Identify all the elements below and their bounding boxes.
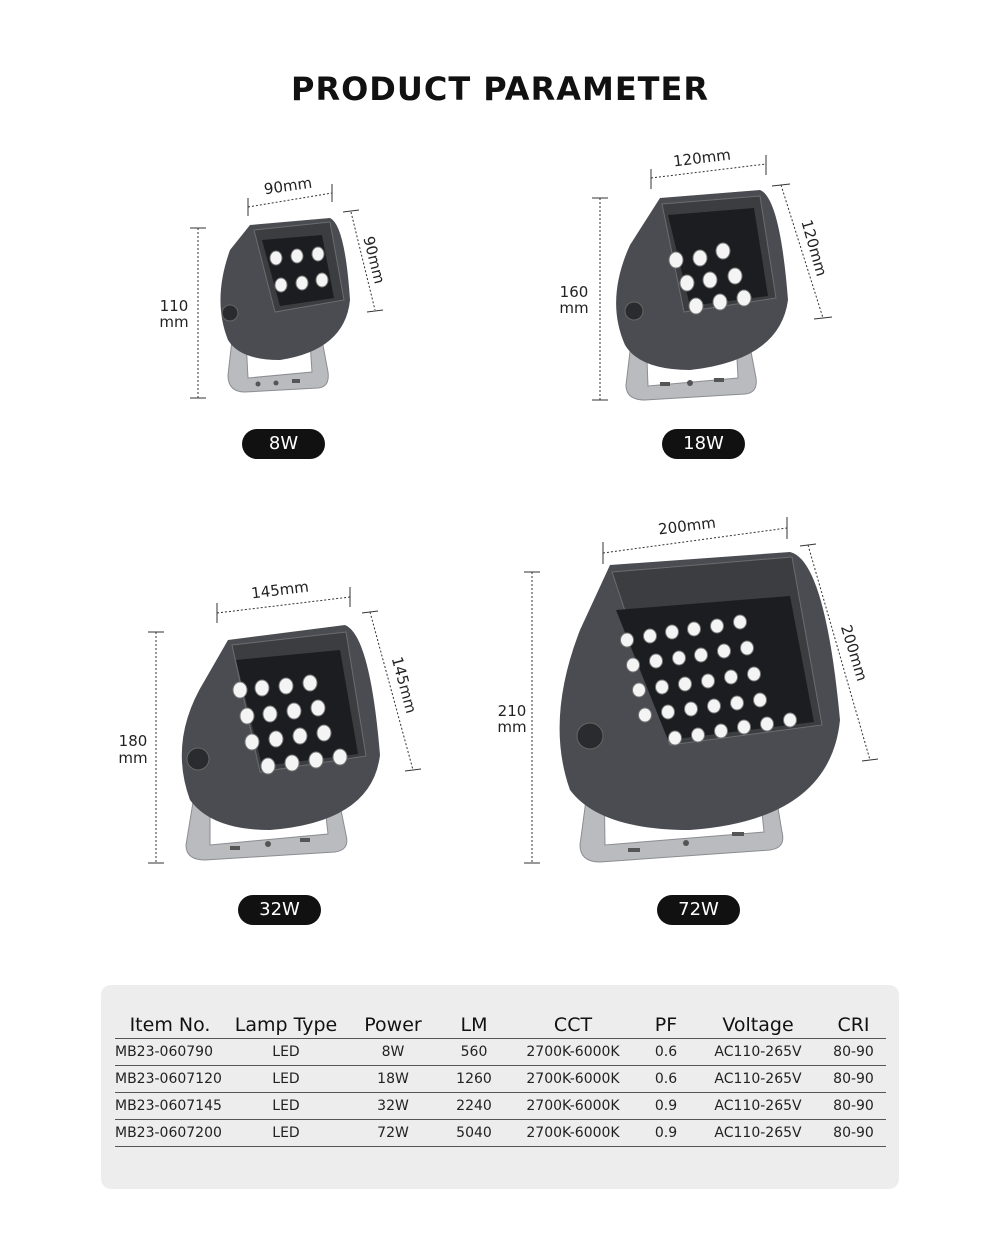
width-dimension-label: 145mm [250,577,310,603]
power-badge: 18W [662,429,745,459]
width-dimension-label: 90mm [262,173,314,199]
height-dimension-unit: mm [118,749,148,767]
cell-item-no: MB23-0607200 [115,1120,225,1147]
table-header-row [115,1011,886,1039]
cell-cri: 80-90 [821,1093,886,1120]
cell-item-no: MB23-0607120 [115,1066,225,1093]
table-row [115,1066,886,1093]
cell-lamp-type: LED [225,1120,347,1147]
column-header-cri: CRI [821,1011,886,1039]
table-row [115,1039,886,1066]
column-header-voltage: Voltage [695,1011,821,1039]
cell-power: 18W [347,1066,439,1093]
cell-lm: 5040 [439,1120,509,1147]
cell-lamp-type: LED [225,1066,347,1093]
cell-pf: 0.6 [637,1066,695,1093]
width-dimension-label: 120mm [672,145,732,171]
cell-lamp-type: LED [225,1039,347,1066]
cell-voltage: AC110-265V [695,1039,821,1066]
cell-voltage: AC110-265V [695,1120,821,1147]
column-header-pf: PF [637,1011,695,1039]
width-dimension-label: 200mm [657,513,717,539]
depth-dimension-label: 120mm [797,217,831,279]
column-header-item-no: Item No. [115,1011,225,1039]
depth-dimension-label: 200mm [836,622,872,684]
cell-item-no: MB23-0607145 [115,1093,225,1120]
power-badge: 72W [657,895,740,925]
cell-power: 72W [347,1120,439,1147]
page-title: PRODUCT PARAMETER [290,70,709,108]
cell-voltage: AC110-265V [695,1093,821,1120]
height-dimension-value: 180 [118,732,148,750]
cell-pf: 0.6 [637,1039,695,1066]
column-header-lm: LM [439,1011,509,1039]
depth-dimension-label: 145mm [387,654,421,716]
cell-cct: 2700K-6000K [509,1093,637,1120]
cell-item-no: MB23-060790 [115,1039,225,1066]
spec-table-panel [101,985,899,1189]
cell-cri: 80-90 [821,1039,886,1066]
cell-pf: 0.9 [637,1093,695,1120]
height-dimension-unit: mm [497,718,527,736]
height-dimension-value: 110 [159,297,189,315]
cell-lm: 2240 [439,1093,509,1120]
cell-cct: 2700K-6000K [509,1039,637,1066]
cell-lamp-type: LED [225,1093,347,1120]
column-header-lamp-type: Lamp Type [225,1011,347,1039]
height-dimension-value: 160 [559,283,589,301]
cell-cct: 2700K-6000K [509,1120,637,1147]
power-badge: 32W [238,895,321,925]
cell-voltage: AC110-265V [695,1066,821,1093]
column-header-cct: CCT [509,1011,637,1039]
cell-cct: 2700K-6000K [509,1066,637,1093]
height-dimension-unit: mm [159,313,189,331]
cell-lm: 1260 [439,1066,509,1093]
cell-pf: 0.9 [637,1120,695,1147]
spec-table [115,1011,886,1147]
cell-cri: 80-90 [821,1066,886,1093]
cell-power: 32W [347,1093,439,1120]
height-dimension-unit: mm [559,299,589,317]
depth-dimension-label: 90mm [359,234,389,286]
column-header-power: Power [347,1011,439,1039]
table-row [115,1093,886,1120]
cell-lm: 560 [439,1039,509,1066]
table-row [115,1120,886,1147]
cell-cri: 80-90 [821,1120,886,1147]
power-badge: 8W [242,429,325,459]
height-dimension-value: 210 [497,702,527,720]
cell-power: 8W [347,1039,439,1066]
